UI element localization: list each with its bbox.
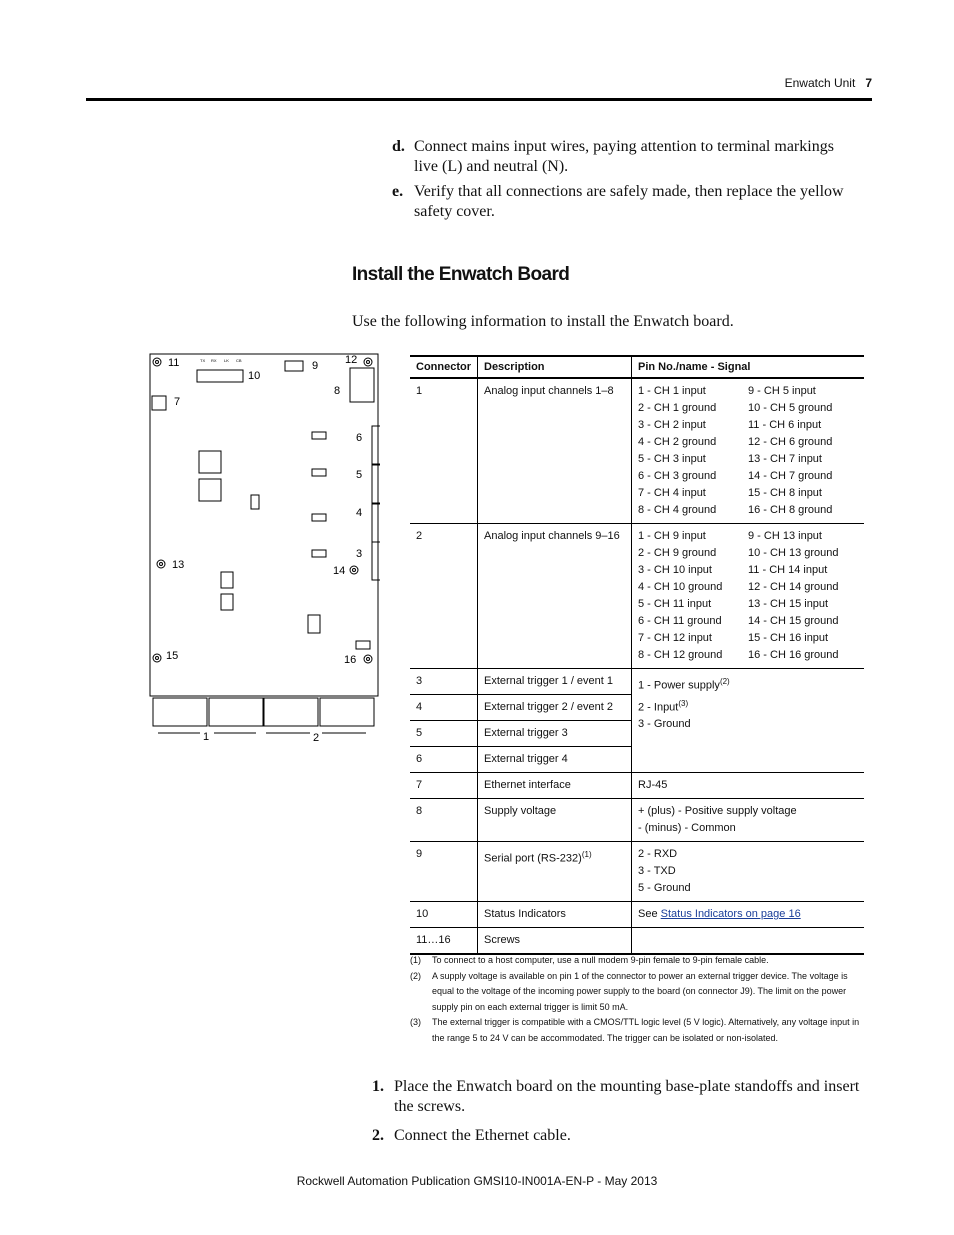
table-row: 4 External trigger 2 / event 2 [410,695,864,721]
trigger-connector-6 [372,426,380,464]
status-led-block [197,370,243,382]
supply-connector [350,368,374,402]
svg-text:5: 5 [356,469,363,481]
svg-text:4: 4 [356,507,363,519]
callout-2: 2 [313,732,320,744]
board-diagram [148,352,380,752]
analog-connector-block [153,698,374,726]
page-header [785,76,872,90]
ethernet-connector [152,396,166,410]
callout-11: 11 [168,357,180,369]
step-label: e. [392,183,404,200]
footnote: (3) The external trigger is compatible with a CMOS/TTL logic level (5 V logic). Alternatively, any voltage input in the range 5 to 24 V can be accommodated. The trigger can be isolated or non-isolated. [410,1017,860,1043]
svg-text:RX: RX [211,358,217,363]
table-row: 1 Analog input channels 1–8 1 - CH 1 input 2 - CH 1 ground 3 - CH 2 input 4 - CH 2 ground 5 - CH 3 input 6 - CH 3 ground 7 - CH 4 input 8 - CH 4 ground 9 - CH 5 input 10 - CH 5 ground 11 - CH 6 input 12 - CH 6 ground 13 - CH 7 input 14 - CH 7 ground 15 - CH 8 input 16 - CH 8 ground [410,378,864,524]
callout-1: 1 [203,731,210,743]
footnote: (1) To connect to a host computer, use a null modem 9-pin female to 9-pin female cable. [410,955,769,965]
trigger-connector-4 [372,504,380,542]
svg-text:8: 8 [334,385,341,397]
connector-table [410,355,864,955]
header-section: Enwatch Unit [784,76,856,90]
svg-text:12: 12 [345,354,358,366]
screw-icon [153,654,161,662]
step-2: 2. Connect the Ethernet cable. [372,1127,571,1144]
screw-icon [350,566,358,574]
screw-icon [364,358,372,366]
table-row: 11…16 Screws [410,928,864,955]
step-d [392,137,852,177]
screw-icon [153,358,161,366]
svg-text:3: 3 [356,548,363,560]
steps-top [392,137,852,227]
table-row: 7 Ethernet interface RJ-45 [410,773,864,799]
svg-text:9: 9 [312,360,319,372]
page-footer: Rockwell Automation Publication GMSI10-IN001A-EN-P - May 2013 [296,1174,658,1188]
trigger-pins: 1 - Power supply$^{(2)}$ 2 - Input$^{(3)}$ 3 - Ground [632,669,865,773]
header-rule [86,98,872,101]
steps-bottom [372,1077,872,1155]
table-row: 6 External trigger 4 [410,747,864,773]
footnote: (2) A supply voltage is available on pin 1 of the connector to power an external trigger device. The voltage is equal to the voltage of the incoming power supply to the board (on connector J9). The limit on the power supply pin on each external trigger is limit 50 mA. [410,970,848,1012]
svg-text:6: 6 [356,432,363,444]
table-row: 3 External trigger 1 / event 1 1 - Power supply$^{(2)}$ 2 - Input$^{(3)}$ 3 - Ground [410,669,864,695]
trigger-connector-5 [372,465,380,503]
table-row: 5 External trigger 3 [410,721,864,747]
svg-text:15: 15 [166,650,179,662]
svg-text:10: 10 [248,370,261,382]
svg-text:LK: LK [224,358,229,363]
svg-text:TX: TX [200,358,206,363]
table-row: 9 Serial port $(RS-232)^{(1)}$ 2 - RXD 3 - TXD 5 - Ground [410,842,864,902]
table-row: 10 Status Indicators See Status Indicators on page 16 [410,902,864,928]
col-header-description: Description [478,356,632,378]
page-number: 7 [865,76,872,90]
footnotes [410,953,864,1046]
col-header-pins: Pin No./name - Signal [632,356,865,378]
section-title: Install the Enwatch Board [352,264,570,285]
trigger-connector-3 [372,542,380,580]
table-row: 2 Analog input channels 9–16 1 - CH 9 input 2 - CH 9 ground 3 - CH 10 input 4 - CH 10 ground 5 - CH 11 input 6 - CH 11 ground 7 - CH 12 input 8 - CH 12 ground 9 - CH 13 input 10 - CH 13 ground 11 - CH 14 input 12 - CH 14 ground 13 - CH 15 input 14 - CH 15 ground 15 - CH 16 input 16 - CH 16 ground [410,524,864,669]
step-label: d. [392,138,405,155]
step-e [392,182,852,222]
step-text: Verify that all connections are safely made, then replace the yellow safety cover. [414,183,844,220]
screw-icon [157,560,165,568]
svg-text:CB: CB [236,358,242,363]
svg-text:14: 14 [333,565,346,577]
step-text: Connect mains input wires, paying attention to terminal markings live (L) and neutral (N). [414,138,834,175]
svg-text:7: 7 [174,396,181,408]
status-indicators-link[interactable]: Status Indicators on page 16 [660,908,801,920]
col-header-connector: Connector [410,356,478,378]
screw-icon [364,655,372,663]
intro-text: Use the following information to install the Enwatch board. [352,313,734,330]
svg-text:16: 16 [344,654,357,666]
table-row: 8 Supply voltage + (plus) - Positive supply voltage - (minus) - Common [410,799,864,842]
svg-text:13: 13 [172,559,185,571]
step-1: 1. Place the Enwatch board on the mounting base-plate standoffs and insert the screws. [372,1078,860,1115]
serial-port-connector [285,361,303,371]
